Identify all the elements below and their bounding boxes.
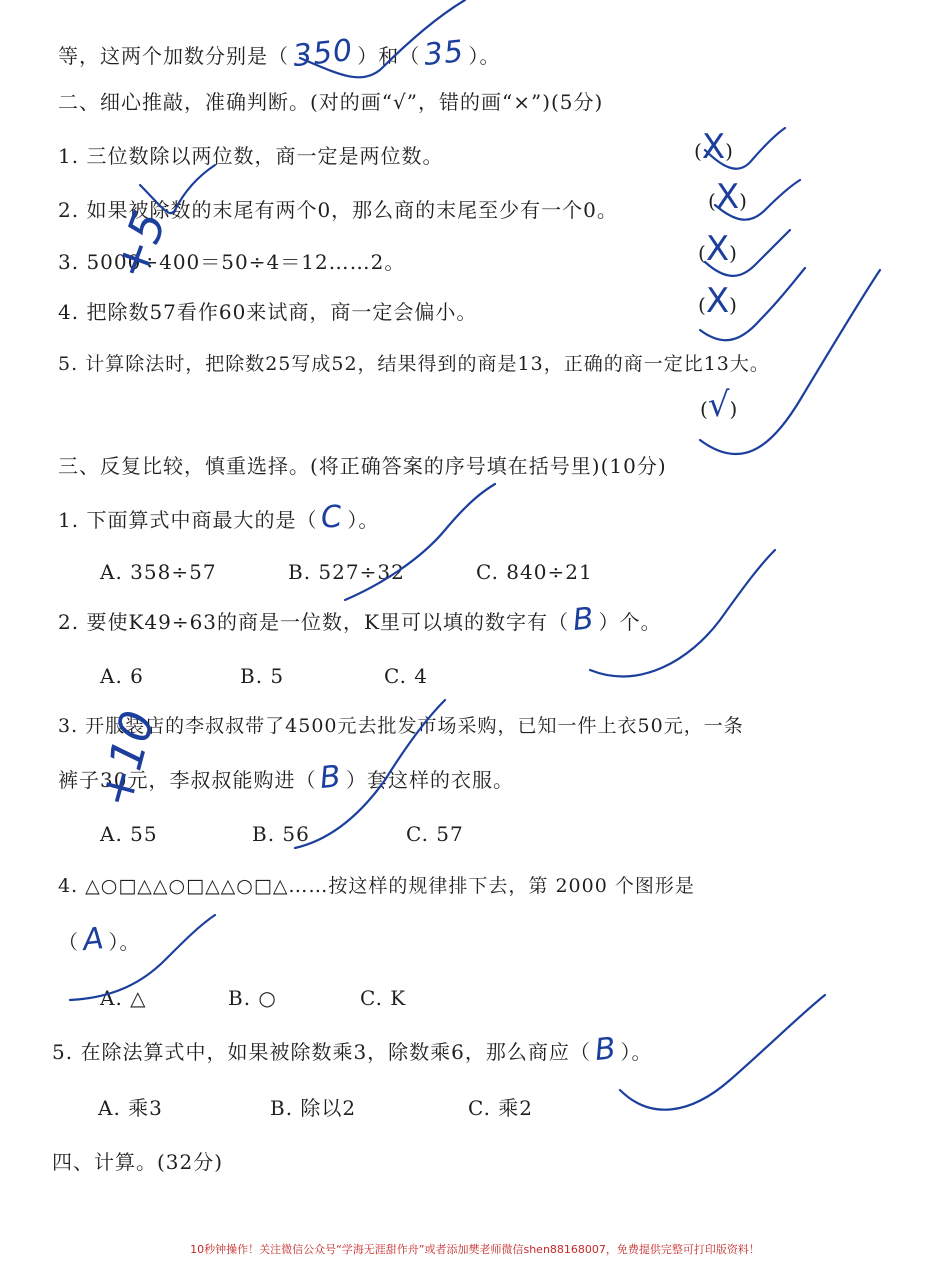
item-number: 5. [58,353,79,375]
option-a: A. 6 [100,664,144,688]
option-c: C. K [360,986,407,1010]
item-text: 5000÷400＝50÷4＝12……2。 [86,250,406,274]
question-text: 裤子30元，李叔叔能购进（ [58,768,317,792]
handwritten-answer: 35 [422,33,467,74]
judge-mark: (√) [700,385,738,425]
score-note: +5 [102,203,177,287]
handwritten-answer: A [81,920,107,959]
question-text: ）。 [347,508,380,532]
judge-mark: (X) [698,229,737,269]
options-row [100,984,406,1012]
mark-x: X [705,229,730,269]
judge-mark: (X) [694,127,733,167]
item-text: 把除数57看作60来试商，商一定会偏小。 [86,300,478,324]
question-text: 1. 下面算式中商最大的是（ [58,508,318,532]
handwritten-answer: B [571,600,597,639]
section-title: 四、计算。(32分) [52,1150,224,1174]
item-text: 计算除法时，把除数25写成52，结果得到的商是13，正确的商一定比13大。 [85,353,770,375]
option-c: C. 57 [406,822,464,846]
question-text: ）。 [108,930,141,954]
option-b: B. 56 [252,822,310,846]
judge-mark: (X) [708,177,747,217]
item-text: 如果被除数的末尾有两个0，那么商的末尾至少有一个0。 [86,198,618,222]
score-note: +10 [87,705,166,813]
choice-question [52,1030,653,1069]
question-text: 等，这两个加数分别是（ [58,44,289,68]
choice-question-cont [58,920,141,959]
question-text: ）个。 [598,610,662,634]
option-b: B. 除以2 [270,1096,357,1120]
options-row [100,662,428,690]
item-number: 2. [58,198,80,222]
section-title: 二、细心推敲，准确判断。(对的画“√”，错的画“×”)(5分) [58,90,604,114]
item-number: 3. [58,250,80,274]
option-b: B. 5 [240,664,285,688]
option-a: A. 55 [100,822,158,846]
question-text: ）。 [620,1040,653,1064]
option-a: A. 乘3 [98,1096,163,1120]
handwritten-answer: B [593,1030,619,1069]
footer-note: 10秒钟操作！关注微信公众号“学海无涯甜作舟”或者添加樊老师微信shen88168007，免费提供完整可打印版资料！ [190,1243,760,1256]
option-c: C. 4 [384,664,429,688]
choice-question: 4. △○□△△○□△△○□△……按这样的规律排下去，第 2000 个图形是 [58,875,695,897]
judge-item [58,350,770,378]
section-title: 三、反复比较，慎重选择。(将正确答案的序号填在括号里)(10分) [58,454,667,478]
option-c: C. 840÷21 [476,560,593,584]
option-b: B. ○ [228,986,277,1010]
item-number: 1. [58,144,80,168]
option-b: B. 527÷32 [288,560,405,584]
judge-item [58,298,477,326]
item-number: 4. [58,300,80,324]
choice-question: 3. 开服装店的李叔叔带了4500元去批发市场采购，已知一件上衣50元，一条 [58,715,744,737]
question-text: ）。 [468,44,501,68]
options-row [100,558,593,586]
options-row [100,820,464,848]
question-text: 5. 在除法算式中，如果被除数乘3，除数乘6，那么商应（ [52,1040,591,1064]
item-text: 三位数除以两位数，商一定是两位数。 [86,144,444,168]
options-row [98,1094,533,1122]
judge-item [58,142,443,170]
question-text: （ [58,930,79,954]
mark-x: X [705,281,730,321]
handwritten-answer: C [319,498,346,537]
handwritten-answer: B [318,758,344,797]
choice-question [58,600,662,639]
option-a: A. △ [100,986,147,1010]
mark-check: √ [707,385,730,425]
question-text: 2. 要使K49÷63的商是一位数，K里可以填的数字有（ [58,610,569,634]
choice-question [58,498,380,537]
option-c: C. 乘2 [468,1096,534,1120]
question-text: ）套这样的衣服。 [346,768,515,792]
carry-over-question [58,32,501,75]
question-text: ）和（ [357,44,421,68]
judge-mark: (X) [698,281,737,321]
mark-x: X [715,177,740,217]
handwritten-answer: 350 [291,32,355,75]
mark-x: X [701,127,726,167]
option-a: A. 358÷57 [100,560,217,584]
